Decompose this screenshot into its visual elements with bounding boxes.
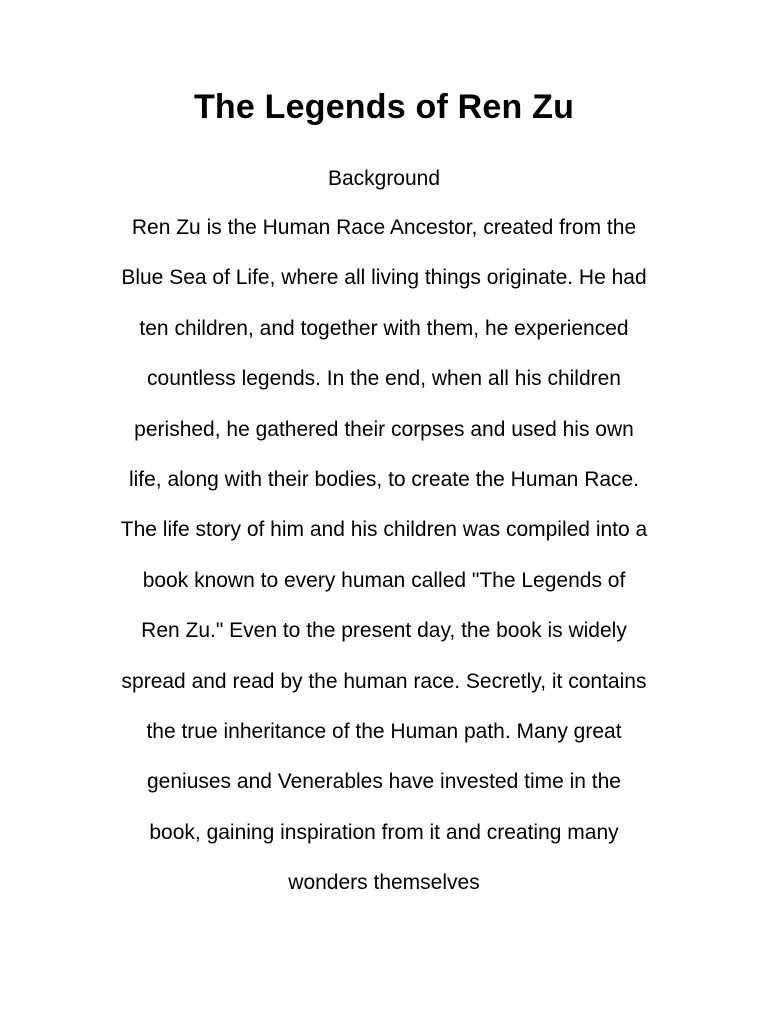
- body-line: countless legends. In the end, when all his children: [147, 367, 621, 391]
- body-line: wonders themselves: [288, 871, 480, 895]
- body-line: life, along with their bodies, to create the Human Race.: [128, 467, 640, 491]
- body-paragraph: [0, 208, 768, 913]
- body-line: the true inheritance of the Human path. Many great: [146, 719, 622, 743]
- document-title: The Legends of Ren Zu: [193, 88, 575, 126]
- body-line: geniuses and Venerables have invested time in the: [147, 770, 621, 794]
- body-line: book, gaining inspiration from it and creating many: [149, 820, 619, 844]
- body-line: Blue Sea of Life, where all living things originate. He had: [121, 266, 647, 290]
- body-line: spread and read by the human race. Secretly, it contains: [121, 669, 647, 693]
- body-line: Ren Zu is the Human Race Ancestor, created from the: [131, 216, 637, 239]
- body-line: Ren Zu." Even to the present day, the book is widely: [141, 619, 627, 643]
- section-heading: Background: [327, 167, 441, 190]
- body-line: ten children, and together with them, he experienced: [139, 316, 629, 340]
- body-line: perished, he gathered their corpses and used his own: [134, 417, 634, 441]
- body-line: The life story of him and his children was compiled into a: [120, 518, 648, 542]
- body-line: book known to every human called "The Legends of: [142, 568, 626, 592]
